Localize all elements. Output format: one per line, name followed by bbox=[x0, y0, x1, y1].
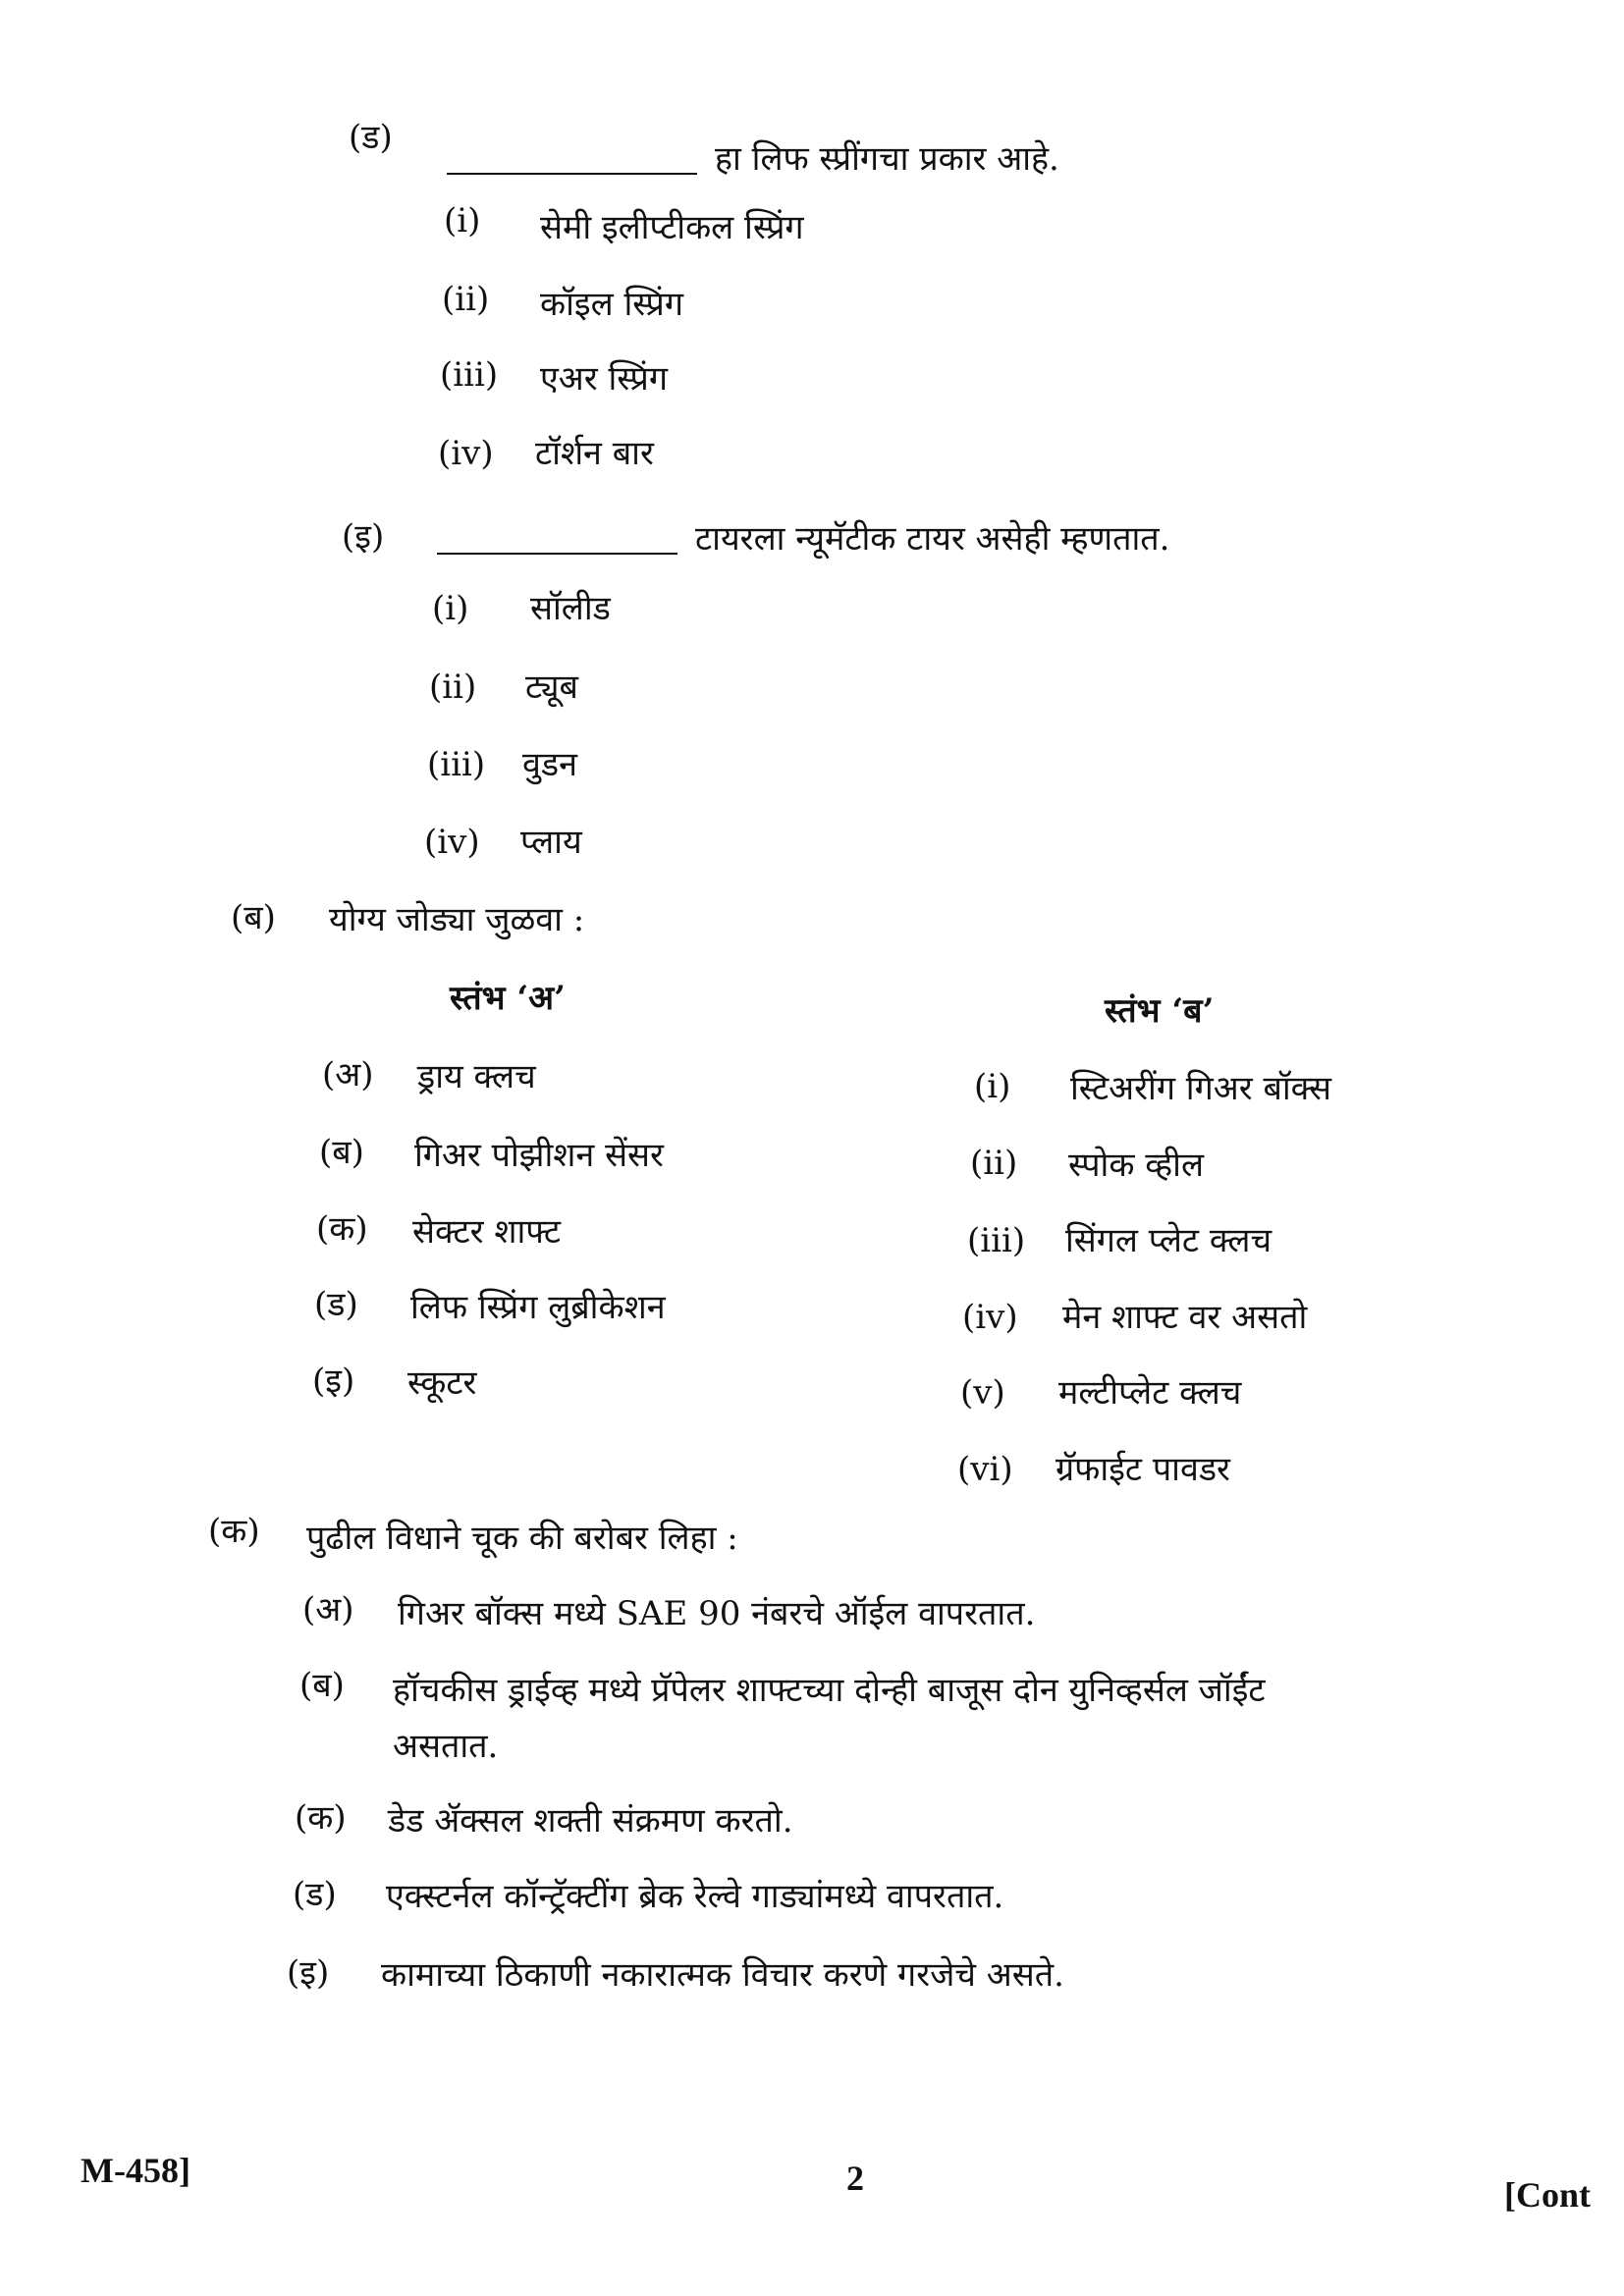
option-number: (i) bbox=[432, 589, 469, 628]
statement-number: (इ) bbox=[287, 1953, 330, 1993]
answer-blank bbox=[447, 147, 697, 175]
question-text: हा लिफ स्प्रींगचा प्रकार आहे. bbox=[715, 139, 1059, 179]
option-number: (iv) bbox=[438, 434, 494, 473]
section-title: पुढील विधाने चूक की बरोबर लिहा : bbox=[306, 1519, 738, 1558]
statement-text: गिअर बॉक्स मध्ये SAE 90 नंबरचे ऑईल वापरतात. bbox=[398, 1594, 1036, 1633]
answer-blank bbox=[437, 527, 677, 555]
option-number: (iv) bbox=[424, 823, 480, 862]
column-b-item: ग्रॅफाईट पावडर bbox=[1056, 1450, 1230, 1489]
section-title: योग्य जोड्या जुळवा : bbox=[329, 900, 585, 939]
continued-marker: [Cont bbox=[1504, 2175, 1591, 2215]
column-a-number: (ब) bbox=[319, 1133, 364, 1172]
section-label: (क) bbox=[208, 1512, 260, 1551]
option-text: कॉइल स्प्रिंग bbox=[540, 285, 683, 324]
question-label: (ड) bbox=[349, 118, 393, 157]
column-a-item: स्कूटर bbox=[407, 1363, 477, 1403]
option-text: एअर स्प्रिंग bbox=[540, 359, 669, 399]
statement-text-continued: असतात. bbox=[393, 1727, 499, 1766]
statement-text: डेड ॲक्सल शक्ती संक्रमण करतो. bbox=[388, 1801, 793, 1841]
column-a-item: सेक्टर शाफ्ट bbox=[412, 1212, 562, 1252]
column-b-number: (iv) bbox=[962, 1298, 1018, 1337]
option-text: प्लाय bbox=[520, 823, 582, 862]
question-text: टायरला न्यूमॅटीक टायर असेही म्हणतात. bbox=[695, 519, 1170, 559]
column-a-item: लिफ स्प्रिंग लुब्रीकेशन bbox=[410, 1288, 666, 1327]
column-b-item: सिंगल प्लेट क्लच bbox=[1065, 1221, 1272, 1260]
column-a-item: गिअर पोझीशन सेंसर bbox=[414, 1136, 664, 1175]
column-b-title: स्तंभ ‘ब’ bbox=[1105, 991, 1215, 1031]
column-b-number: (vi) bbox=[957, 1450, 1013, 1489]
section-label: (ब) bbox=[231, 898, 276, 937]
option-text: सॉलीड bbox=[530, 589, 611, 628]
page-number: 2 bbox=[846, 2159, 864, 2198]
question-stem bbox=[437, 517, 1169, 561]
column-b-item: स्पोक व्हील bbox=[1068, 1146, 1205, 1185]
column-b-item: स्टिअरींग गिअर बॉक्स bbox=[1070, 1069, 1331, 1108]
option-number: (iii) bbox=[440, 355, 499, 395]
column-a-number: (अ) bbox=[322, 1055, 374, 1095]
statement-text: एक्स्टर्नल कॉन्ट्रॅक्टींग ब्रेक रेल्वे गाड्यांमध्ये वापरतात. bbox=[386, 1877, 1004, 1916]
option-text: टॉर्शन बार bbox=[535, 434, 654, 473]
statement-number: (अ) bbox=[302, 1590, 354, 1629]
column-b-number: (i) bbox=[974, 1067, 1011, 1106]
column-b-item: मेन शाफ्ट वर असतो bbox=[1062, 1298, 1308, 1337]
question-label: (इ) bbox=[342, 517, 385, 557]
option-text: ट्यूब bbox=[525, 667, 578, 707]
paper-code: M-458] bbox=[81, 2151, 190, 2190]
option-number: (ii) bbox=[442, 280, 490, 319]
column-b-number: (iii) bbox=[967, 1221, 1026, 1260]
column-a-number: (क) bbox=[316, 1209, 368, 1249]
column-b-number: (ii) bbox=[970, 1144, 1018, 1183]
option-number: (i) bbox=[444, 201, 481, 240]
column-a-number: (इ) bbox=[312, 1362, 355, 1401]
column-b-item: मल्टीप्लेट क्लच bbox=[1058, 1373, 1242, 1413]
column-b-number: (v) bbox=[960, 1373, 1005, 1413]
statement-text: हॉचकीस ड्राईव्ह मध्ये प्रॅपेलर शाफ्टच्या दोन्ही बाजूस दोन युनिव्हर्सल जॉईंट bbox=[393, 1671, 1266, 1710]
option-number: (ii) bbox=[429, 667, 477, 707]
column-a-title: स्तंभ ‘अ’ bbox=[450, 979, 566, 1018]
option-text: वुडन bbox=[522, 745, 577, 784]
statement-number: (क) bbox=[295, 1798, 347, 1838]
statement-number: (ड) bbox=[293, 1875, 337, 1914]
statement-text: कामाच्या ठिकाणी नकारात्मक विचार करणे गरजेचे असते. bbox=[381, 1955, 1064, 1995]
option-number: (iii) bbox=[427, 745, 486, 784]
column-a-item: ड्राय क्लच bbox=[417, 1057, 536, 1096]
statement-number: (ब) bbox=[299, 1666, 345, 1705]
option-text: सेमी इलीप्टीकल स्प्रिंग bbox=[540, 208, 804, 247]
question-stem bbox=[447, 137, 1059, 181]
column-a-number: (ड) bbox=[314, 1285, 358, 1324]
